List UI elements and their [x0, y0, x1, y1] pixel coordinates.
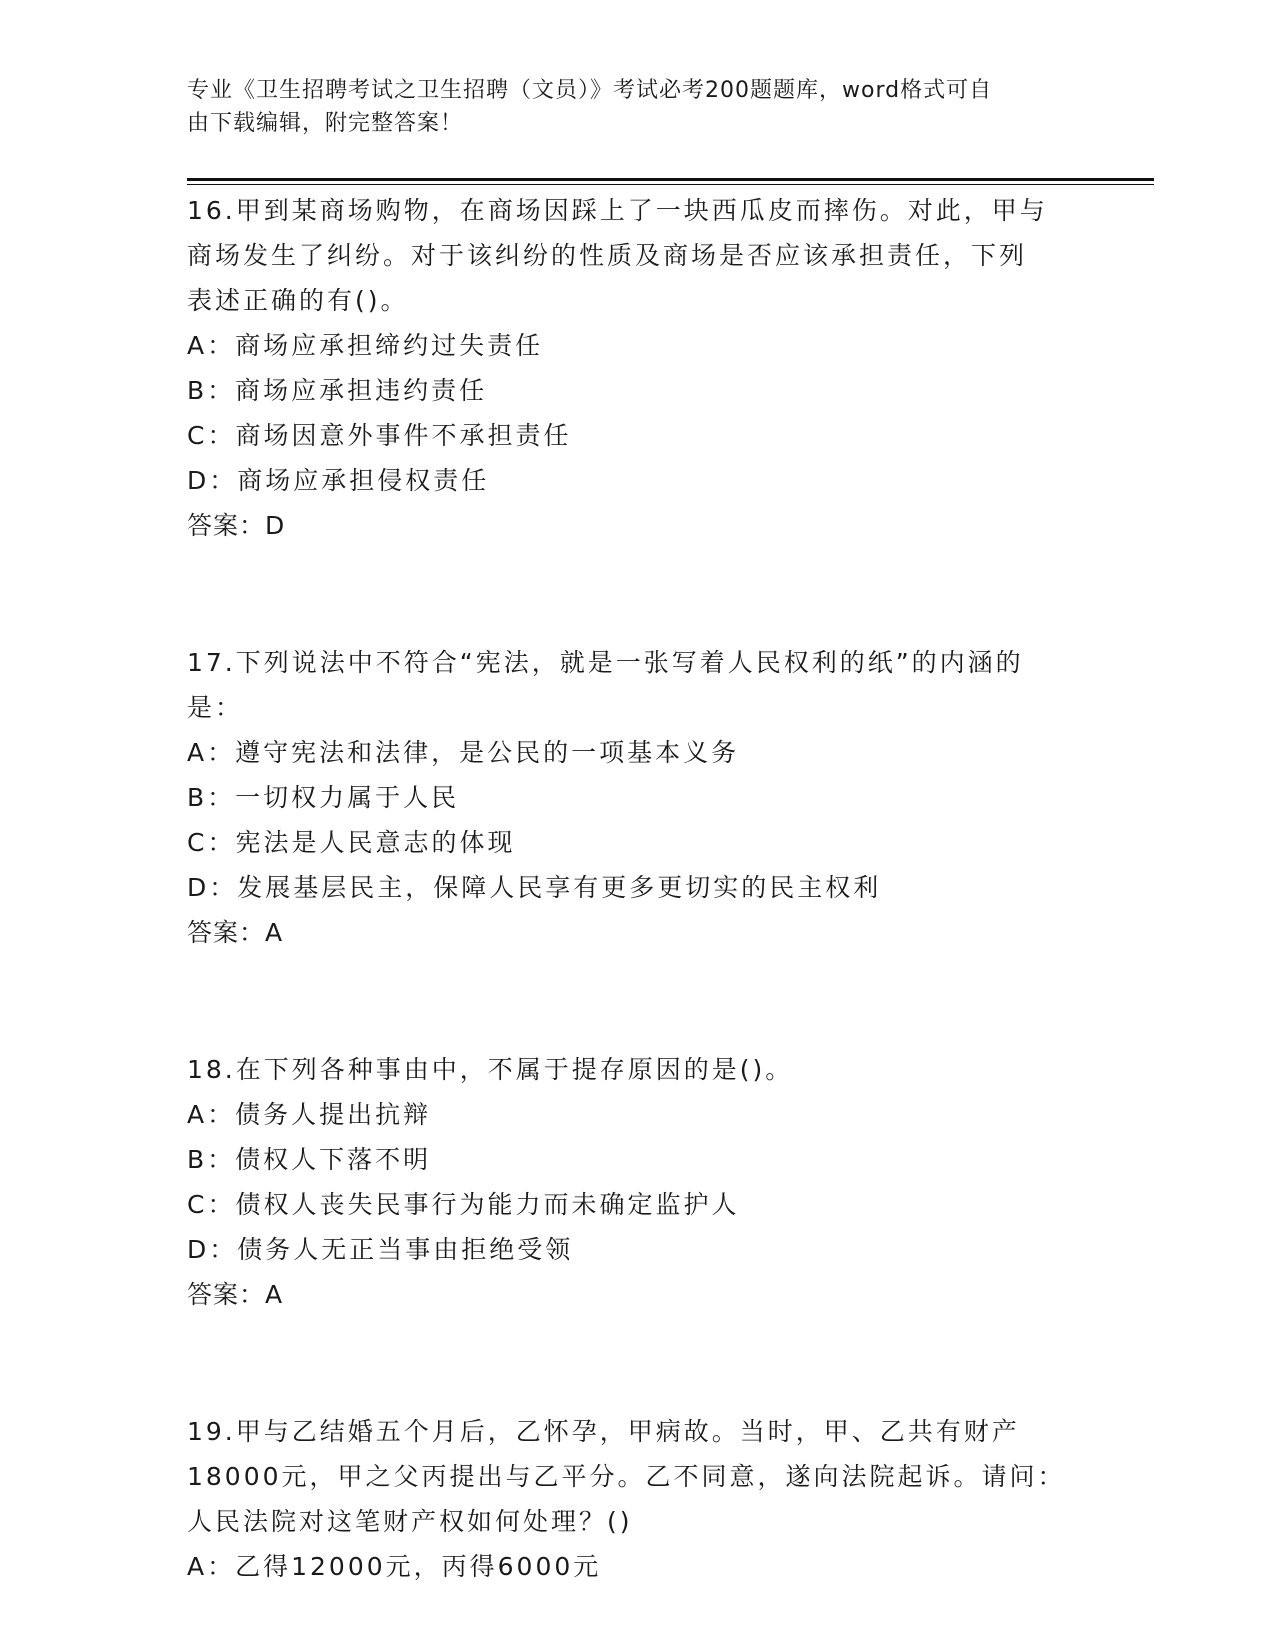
option-c: C：商场因意外事件不承担责任 — [187, 421, 572, 450]
question-stem-line: 16.甲到某商场购物，在商场因踩上了一块西瓜皮而摔伤。对此，甲与 — [187, 196, 1048, 225]
question-stem-line: 19.甲与乙结婚五个月后，乙怀孕，甲病故。当时，甲、乙共有财产 — [187, 1417, 1020, 1446]
option-d: D：发展基层民主，保障人民享有更多更切实的民主权利 — [187, 873, 882, 902]
question-17 — [187, 640, 1087, 955]
question-spacer — [187, 1317, 1087, 1409]
option-d: D：商场应承担侵权责任 — [187, 466, 490, 495]
question-18 — [187, 1047, 1087, 1317]
question-stem-line: 表述正确的有()。 — [187, 286, 409, 315]
option-c: C：宪法是人民意志的体现 — [187, 828, 516, 857]
question-stem-line: 商场发生了纠纷。对于该纠纷的性质及商场是否应该承担责任，下列 — [187, 241, 1028, 270]
answer-label: 答案：A — [187, 918, 284, 947]
header-line-2: 由下载编辑，附完整答案！ — [187, 111, 464, 136]
question-spacer — [187, 955, 1087, 1047]
question-stem-line: 人民法院对这笔财产权如何处理？() — [187, 1507, 633, 1536]
question-stem-line: 18.在下列各种事由中，不属于提存原因的是()。 — [187, 1055, 794, 1084]
header-line-1: 专业《卫生招聘考试之卫生招聘（文员）》考试必考200题题库，word格式可自 — [187, 78, 993, 103]
question-stem-line: 是： — [187, 693, 244, 722]
question-stem-line: 17.下列说法中不符合“宪法，就是一张写着人民权利的纸”的内涵的 — [187, 648, 1024, 677]
option-d: D：债务人无正当事由拒绝受领 — [187, 1235, 574, 1264]
question-list — [187, 188, 1087, 1589]
question-spacer — [187, 548, 1087, 640]
question-16 — [187, 188, 1087, 548]
option-a: A：乙得12000元，丙得6000元 — [187, 1552, 602, 1581]
answer-label: 答案：A — [187, 1280, 284, 1309]
option-b: B：债权人下落不明 — [187, 1145, 432, 1174]
option-a: A：商场应承担缔约过失责任 — [187, 331, 544, 360]
option-b: B：商场应承担违约责任 — [187, 376, 488, 405]
answer-label: 答案：D — [187, 511, 286, 540]
header-divider-thick — [187, 178, 1154, 181]
question-19 — [187, 1409, 1087, 1589]
document-header — [187, 74, 1067, 140]
header-divider-thin — [187, 184, 1154, 185]
option-a: A：债务人提出抗辩 — [187, 1100, 432, 1129]
option-b: B：一切权力属于人民 — [187, 783, 460, 812]
question-stem-line: 18000元，甲之父丙提出与乙平分。乙不同意，遂向法院起诉。请问： — [187, 1462, 1066, 1491]
option-a: A：遵守宪法和法律，是公民的一项基本义务 — [187, 738, 740, 767]
option-c: C：债权人丧失民事行为能力而未确定监护人 — [187, 1190, 740, 1219]
